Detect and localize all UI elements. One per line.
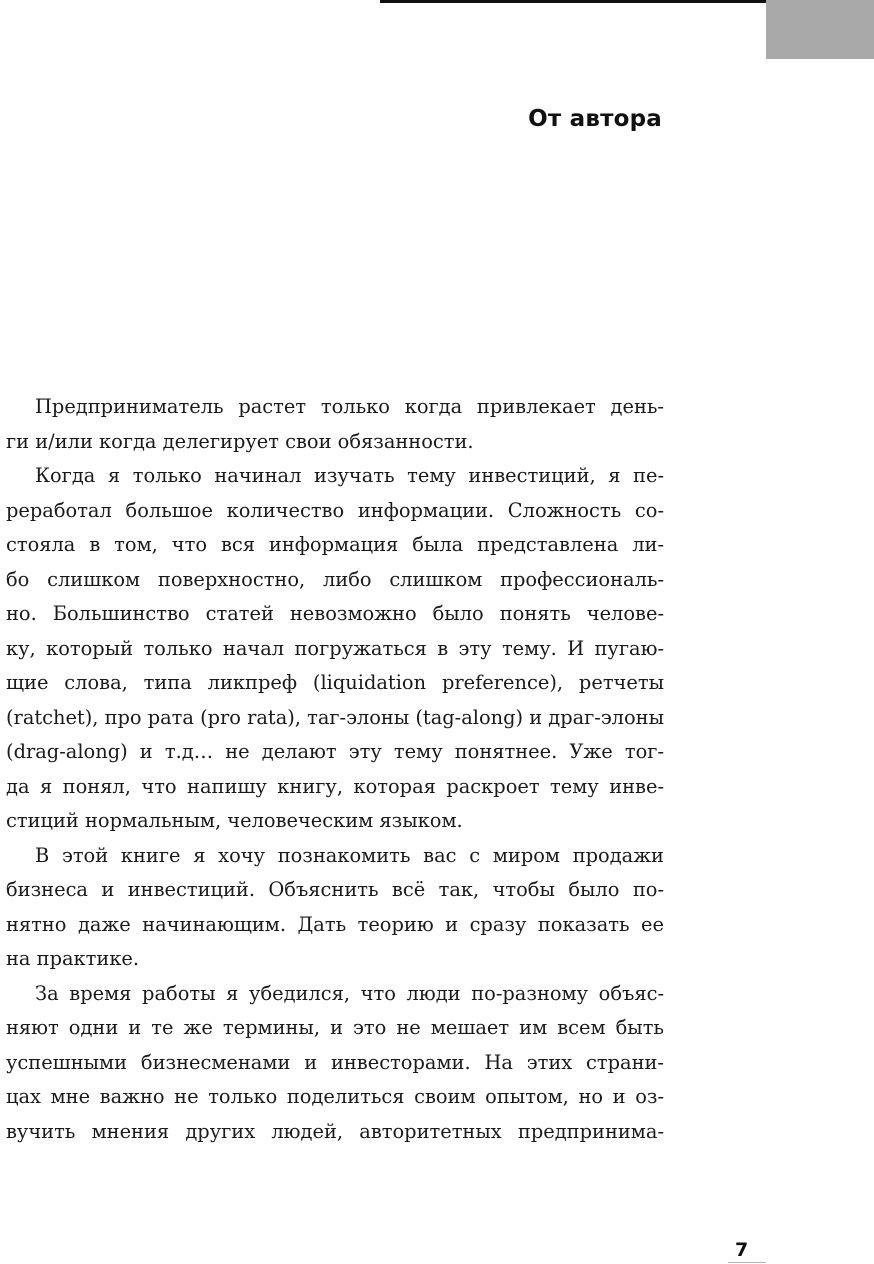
- paragraph: [6, 977, 664, 1150]
- text-line: вучить мнения других людей, авторитетных предпринима-: [6, 1119, 664, 1143]
- text-line: успешными бизнесменами и инвесторами. На этих страни-: [6, 1050, 664, 1074]
- text-line: но. Большинство статей невозможно было понять челове-: [6, 602, 664, 625]
- text-line: щие слова, типа ликпреф (liquidation preference), ретчеты: [6, 671, 664, 694]
- paragraph: [6, 459, 664, 839]
- text-line: Предприниматель растет только когда привлекает день-: [35, 395, 664, 418]
- text-line: В этой книге я хочу познакомить вас с миром продажи: [35, 843, 664, 867]
- text-line: ги и/или когда делегирует свои обязанности.: [6, 429, 474, 453]
- text-line: стиций нормальным, человеческим языком.: [6, 809, 463, 832]
- text-line: цах мне важно не только поделиться своим опытом, но и оз-: [6, 1085, 664, 1108]
- header-rule: [380, 0, 768, 3]
- text-line: на практике.: [6, 947, 140, 970]
- text-line: да я понял, что напишу книгу, которая раскроет тему инве-: [6, 774, 664, 798]
- text-line: (ratchet), про рата (pro rata), таг-элоны (tag-along) и драг-элоны: [6, 705, 664, 729]
- text-line: За время работы я убедился, что люди по-разному объяс-: [35, 981, 664, 1005]
- text-line: нятно даже начинающим. Дать теорию и сразу показать ее: [6, 912, 664, 936]
- body-text: [6, 390, 664, 1149]
- chapter-title: От автора: [528, 106, 662, 132]
- text-line: Когда я только начинал изучать тему инвестиций, я пе-: [35, 464, 664, 487]
- text-line: няют одни и те же термины, и это не мешает им всем быть: [6, 1016, 664, 1039]
- text-line: ку, который только начал погружаться в эту тему. И пугаю-: [6, 636, 664, 660]
- chapter-thumb-tab: [766, 0, 874, 59]
- paragraph: [6, 839, 664, 977]
- paragraph: [6, 390, 664, 459]
- text-line: стояла в том, что вся информация была представлена ли-: [6, 533, 664, 556]
- text-line: бо слишком поверхностно, либо слишком профессиональ-: [6, 567, 664, 591]
- page-number-rule: [728, 1262, 766, 1263]
- page-number: 7: [735, 1239, 749, 1261]
- text-line: (drag-along) и т.д… не делают эту тему понятнее. Уже тог-: [6, 740, 664, 763]
- text-line: реработал большое количество информации. Сложность со-: [6, 498, 664, 522]
- text-line: бизнеса и инвестиций. Объяснить всё так, чтобы было по-: [6, 878, 664, 901]
